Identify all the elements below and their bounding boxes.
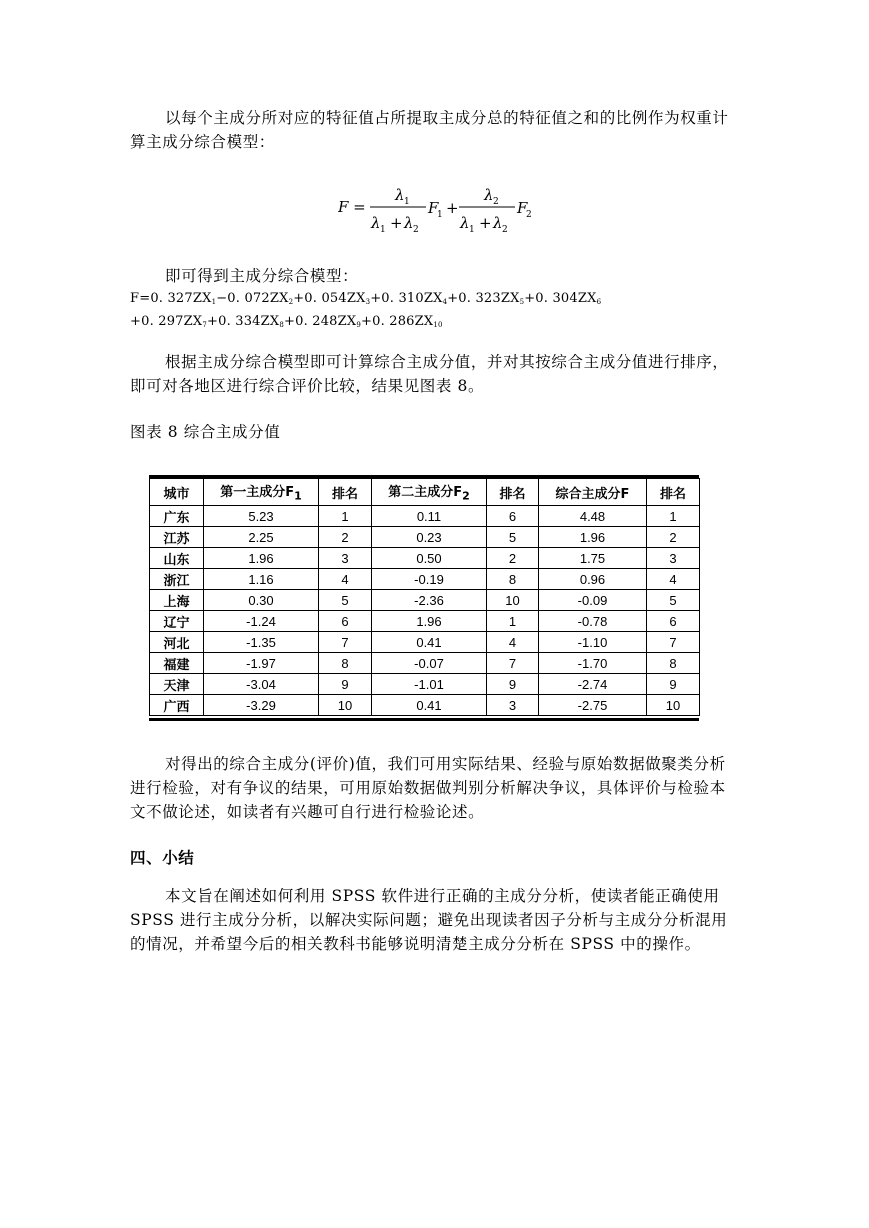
value-cell: 1.96 bbox=[372, 611, 487, 632]
value-cell: 0.11 bbox=[372, 506, 487, 527]
formula-den2-s1: 1 bbox=[469, 225, 475, 235]
city-cell: 河北 bbox=[150, 632, 204, 653]
table-header-cell bbox=[372, 479, 487, 506]
header-subscript: 2 bbox=[462, 489, 470, 503]
intro-paragraph: 以每个主成分所对应的特征值占所提取主成分总的特征值之和的比例作为权重计算主成分综合模型： bbox=[130, 109, 729, 151]
header-label: 排名 bbox=[659, 486, 686, 502]
value-cell: 4.48 bbox=[539, 506, 647, 527]
header-label: 综合主成分F bbox=[555, 486, 630, 502]
model-term-subscript: 6 bbox=[596, 298, 602, 306]
value-cell: 0.41 bbox=[372, 695, 487, 716]
value-cell: 8 bbox=[319, 653, 372, 674]
model-term: +0. 334ZX bbox=[207, 314, 280, 329]
value-cell: 0.30 bbox=[204, 590, 319, 611]
formula-mid-plus: + bbox=[446, 199, 459, 217]
value-cell: -1.10 bbox=[539, 632, 647, 653]
value-cell: 6 bbox=[487, 506, 539, 527]
table-row bbox=[150, 695, 700, 716]
value-cell: 9 bbox=[487, 674, 539, 695]
model-term: −0. 072ZX bbox=[216, 291, 289, 306]
table-row bbox=[150, 527, 700, 548]
value-cell: -0.07 bbox=[372, 653, 487, 674]
value-cell: 1.96 bbox=[204, 548, 319, 569]
header-subscript: 1 bbox=[294, 489, 302, 503]
model-term: +0. 323ZX bbox=[447, 291, 520, 306]
table-body bbox=[150, 506, 700, 716]
value-cell: 2 bbox=[487, 548, 539, 569]
table-row bbox=[150, 548, 700, 569]
formula-den1-s2: 2 bbox=[413, 225, 419, 235]
value-cell: 0.41 bbox=[372, 632, 487, 653]
value-cell: 8 bbox=[487, 569, 539, 590]
value-cell: 1 bbox=[647, 506, 700, 527]
model-line-1 bbox=[130, 290, 601, 311]
city-cell: 辽宁 bbox=[150, 611, 204, 632]
table-caption: 图表 8 综合主成分值 bbox=[130, 423, 281, 441]
model-term: +0. 248ZX bbox=[284, 314, 357, 329]
table-header-cell bbox=[647, 479, 700, 506]
table-row bbox=[150, 590, 700, 611]
value-cell: 9 bbox=[319, 674, 372, 695]
value-cell: 1 bbox=[319, 506, 372, 527]
model-term-subscript: 1 bbox=[211, 298, 217, 306]
summary-paragraph: 本文旨在阐述如何利用 SPSS 软件进行正确的主成分分析，使读者能正确使用 SPSS 进行主成分分析，以解决实际问题；避免出现读者因子分析与主成分分析混用的情况，并希望今后的相关教科书能够说明清楚主成分分析在 SPSS 中的操作。 bbox=[130, 887, 728, 953]
test-paragraph: 对得出的综合主成分(评价)值，我们可用实际结果、经验与原始数据做聚类分析进行检验，对有争议的结果，可用原始数据做判别分析解决争议，具体评价与检验本文不做论述，如读者有兴趣可自行进行检验论述。 bbox=[130, 755, 726, 821]
value-cell: -1.01 bbox=[372, 674, 487, 695]
value-cell: 10 bbox=[319, 695, 372, 716]
value-cell: 1.16 bbox=[204, 569, 319, 590]
formula-F2: F bbox=[517, 199, 528, 217]
value-cell: 1 bbox=[487, 611, 539, 632]
table-header-row bbox=[150, 479, 700, 506]
model-term-subscript: 5 bbox=[519, 298, 525, 306]
results-table-wrapper bbox=[149, 475, 699, 721]
value-cell: 2.25 bbox=[204, 527, 319, 548]
model-term: F=0. 327ZX bbox=[130, 291, 212, 306]
value-cell: 10 bbox=[487, 590, 539, 611]
model-term: +0. 054ZX bbox=[293, 291, 366, 306]
value-cell: 4 bbox=[647, 569, 700, 590]
value-cell: -0.19 bbox=[372, 569, 487, 590]
value-cell: 7 bbox=[319, 632, 372, 653]
value-cell: 5 bbox=[647, 590, 700, 611]
value-cell: 5 bbox=[487, 527, 539, 548]
value-cell: -2.75 bbox=[539, 695, 647, 716]
value-cell: 0.50 bbox=[372, 548, 487, 569]
value-cell: 3 bbox=[319, 548, 372, 569]
city-cell: 天津 bbox=[150, 674, 204, 695]
city-cell: 上海 bbox=[150, 590, 204, 611]
value-cell: 1.96 bbox=[539, 527, 647, 548]
value-cell: -3.29 bbox=[204, 695, 319, 716]
value-cell: 8 bbox=[647, 653, 700, 674]
model-term-subscript: 9 bbox=[356, 321, 361, 329]
value-cell: 4 bbox=[487, 632, 539, 653]
city-cell: 广西 bbox=[150, 695, 204, 716]
value-cell: -1.24 bbox=[204, 611, 319, 632]
model-term: +0. 297ZX bbox=[130, 314, 203, 329]
value-cell: -1.97 bbox=[204, 653, 319, 674]
table-row bbox=[150, 632, 700, 653]
table-row bbox=[150, 506, 700, 527]
formula-F1: F bbox=[428, 199, 439, 217]
city-cell: 福建 bbox=[150, 653, 204, 674]
formula-den2-l1: λ bbox=[460, 214, 470, 232]
value-cell: 2 bbox=[319, 527, 372, 548]
model-term-subscript: 10 bbox=[433, 321, 443, 329]
results-table bbox=[149, 478, 700, 716]
formula-num2-lambda: λ bbox=[484, 186, 494, 204]
formula-F1-sub: 1 bbox=[437, 210, 443, 220]
value-cell: 7 bbox=[647, 632, 700, 653]
value-cell: 3 bbox=[487, 695, 539, 716]
formula-den2-l2: λ bbox=[493, 214, 503, 232]
header-label: 排名 bbox=[499, 486, 526, 502]
value-cell: -2.36 bbox=[372, 590, 487, 611]
model-term-subscript: 7 bbox=[202, 321, 207, 329]
model-lead: 即可得到主成分综合模型： bbox=[165, 267, 359, 285]
composite-formula bbox=[338, 178, 538, 238]
value-cell: 0.96 bbox=[539, 569, 647, 590]
formula-num2-sub: 2 bbox=[493, 197, 499, 207]
table-header-cell bbox=[150, 479, 204, 506]
city-cell: 浙江 bbox=[150, 569, 204, 590]
table-header-cell bbox=[487, 479, 539, 506]
formula-den1-s1: 1 bbox=[380, 225, 386, 235]
formula-num1-lambda: λ bbox=[395, 186, 405, 204]
header-label: 第二主成分F bbox=[388, 485, 463, 501]
formula-den2-plus: + bbox=[479, 214, 492, 232]
value-cell: -2.74 bbox=[539, 674, 647, 695]
table-row bbox=[150, 653, 700, 674]
formula-num1-sub: 1 bbox=[404, 197, 410, 207]
value-cell: 5 bbox=[319, 590, 372, 611]
value-cell: 0.23 bbox=[372, 527, 487, 548]
model-term: +0. 286ZX bbox=[361, 314, 434, 329]
table-header-cell bbox=[204, 479, 319, 506]
value-cell: 6 bbox=[319, 611, 372, 632]
compute-paragraph: 根据主成分综合模型即可计算综合主成分值，并对其按综合主成分值进行排序，即可对各地区进行综合评价比较，结果见图表 8。 bbox=[130, 353, 729, 395]
model-term-subscript: 3 bbox=[365, 298, 371, 306]
value-cell: -1.35 bbox=[204, 632, 319, 653]
model-term: +0. 304ZX bbox=[524, 291, 597, 306]
formula-F2-sub: 2 bbox=[526, 210, 532, 220]
value-cell: 2 bbox=[647, 527, 700, 548]
city-cell: 江苏 bbox=[150, 527, 204, 548]
table-row bbox=[150, 611, 700, 632]
model-term-subscript: 2 bbox=[288, 298, 294, 306]
section-heading: 四、小结 bbox=[130, 849, 195, 867]
model-term: +0. 310ZX bbox=[370, 291, 443, 306]
city-cell: 广东 bbox=[150, 506, 204, 527]
table-header-cell bbox=[319, 479, 372, 506]
value-cell: -1.70 bbox=[539, 653, 647, 674]
formula-den1-l1: λ bbox=[371, 214, 381, 232]
formula-lhs: F = bbox=[338, 198, 366, 216]
value-cell: 4 bbox=[319, 569, 372, 590]
header-label: 城市 bbox=[163, 486, 190, 502]
model-line-2 bbox=[130, 313, 443, 334]
model-term-subscript: 8 bbox=[279, 321, 284, 329]
value-cell: -0.78 bbox=[539, 611, 647, 632]
table-bottom-rule bbox=[149, 718, 699, 721]
city-cell: 山东 bbox=[150, 548, 204, 569]
value-cell: 10 bbox=[647, 695, 700, 716]
header-label: 第一主成分F bbox=[220, 485, 295, 501]
value-cell: 5.23 bbox=[204, 506, 319, 527]
model-term-subscript: 4 bbox=[442, 298, 448, 306]
value-cell: 1.75 bbox=[539, 548, 647, 569]
value-cell: 7 bbox=[487, 653, 539, 674]
header-label: 排名 bbox=[331, 486, 358, 502]
value-cell: 9 bbox=[647, 674, 700, 695]
table-header-cell bbox=[539, 479, 647, 506]
value-cell: 6 bbox=[647, 611, 700, 632]
value-cell: -0.09 bbox=[539, 590, 647, 611]
formula-den2-s2: 2 bbox=[502, 225, 508, 235]
value-cell: 3 bbox=[647, 548, 700, 569]
table-row bbox=[150, 569, 700, 590]
formula-den1-plus: + bbox=[390, 214, 403, 232]
formula-den1-l2: λ bbox=[404, 214, 414, 232]
table-row bbox=[150, 674, 700, 695]
value-cell: -3.04 bbox=[204, 674, 319, 695]
